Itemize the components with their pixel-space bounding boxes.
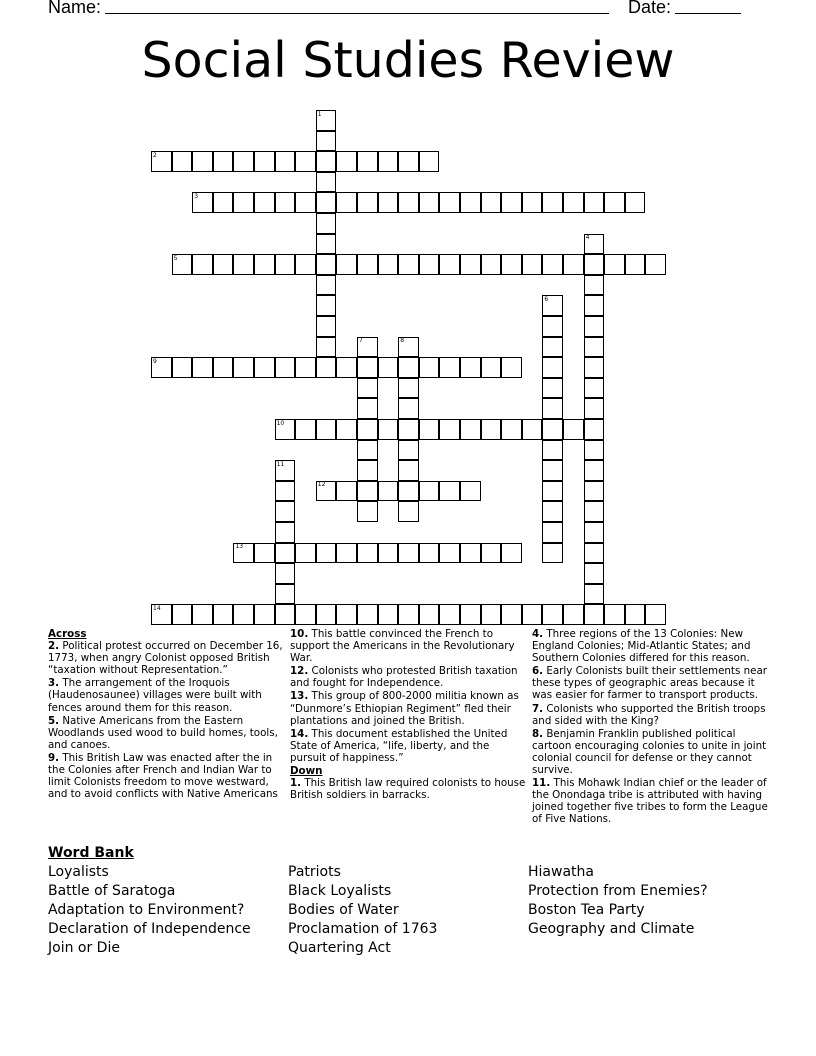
- grid-cell[interactable]: [295, 192, 316, 213]
- clue-number: 13: [235, 543, 244, 551]
- clue-text: This Mohawk Indian chief or the leader of the Onondaga tribe is attributed with having joined together five tribes to form the League of Five Nations.: [532, 777, 768, 826]
- grid-cell[interactable]: [481, 192, 502, 213]
- word-bank-item: Quartering Act: [288, 940, 391, 956]
- grid-cell[interactable]: [316, 357, 337, 378]
- word-bank-column-2: [288, 863, 437, 958]
- clue-number: 4: [585, 234, 590, 242]
- grid-cell[interactable]: [295, 357, 316, 378]
- grid-cell[interactable]: [439, 604, 460, 625]
- grid-cell[interactable]: [542, 254, 563, 275]
- word-bank-item: Proclamation of 1763: [288, 921, 438, 937]
- clue-number: 2: [153, 151, 157, 159]
- grid-cell[interactable]: [172, 604, 193, 625]
- grid-cell[interactable]: [336, 419, 357, 440]
- grid-cell[interactable]: [316, 316, 337, 337]
- grid-cell[interactable]: [275, 254, 296, 275]
- grid-cell[interactable]: [295, 543, 316, 564]
- clue-text: This battle convinced the French to support the Americans in the Revolutionary War.: [290, 628, 515, 665]
- grid-cell[interactable]: [213, 254, 234, 275]
- name-field[interactable]: [48, 0, 609, 18]
- grid-cell[interactable]: [213, 151, 234, 172]
- grid-cell[interactable]: [439, 254, 460, 275]
- grid-cell[interactable]: [604, 192, 625, 213]
- grid-cell[interactable]: [501, 543, 522, 564]
- grid-cell[interactable]: [542, 192, 563, 213]
- word-bank-column-1: [48, 863, 251, 958]
- grid-cell[interactable]: [419, 481, 440, 502]
- clue-number-label: 12.: [290, 665, 309, 678]
- grid-cell[interactable]: [316, 234, 337, 255]
- grid-cell[interactable]: [645, 604, 666, 625]
- grid-cell[interactable]: [481, 419, 502, 440]
- grid-cell[interactable]: [563, 192, 584, 213]
- clue-text: Early Colonists built their settlements near these types of geographic areas because it was easier for farmer to transport products.: [532, 665, 768, 702]
- grid-cell[interactable]: [460, 604, 481, 625]
- grid-cell[interactable]: [439, 192, 460, 213]
- grid-cell[interactable]: [439, 481, 460, 502]
- grid-cell[interactable]: [542, 604, 563, 625]
- grid-cell[interactable]: [378, 357, 399, 378]
- grid-cell[interactable]: [481, 604, 502, 625]
- grid-cell[interactable]: [336, 357, 357, 378]
- grid-cell[interactable]: [398, 254, 419, 275]
- clue-number-label: 7.: [532, 702, 544, 715]
- grid-cell[interactable]: [172, 151, 193, 172]
- grid-cell[interactable]: [563, 419, 584, 440]
- grid-cell[interactable]: [213, 192, 234, 213]
- grid-cell[interactable]: [275, 481, 296, 502]
- grid-cell[interactable]: [357, 543, 378, 564]
- grid-cell[interactable]: [357, 398, 378, 419]
- grid-cell[interactable]: [254, 604, 275, 625]
- word-bank-item: Adaptation to Environment?: [48, 902, 245, 918]
- grid-cell[interactable]: [584, 254, 605, 275]
- grid-cell[interactable]: [336, 481, 357, 502]
- clue-number-label: 9.: [48, 751, 60, 764]
- grid-cell[interactable]: [254, 357, 275, 378]
- grid-cell[interactable]: [563, 254, 584, 275]
- grid-cell[interactable]: [398, 378, 419, 399]
- word-bank-item: Geography and Climate: [528, 921, 695, 937]
- across-heading: Across: [48, 628, 87, 640]
- clue-text: Colonists who supported the British troops and sided with the King?: [532, 702, 766, 727]
- clue-number-label: 8.: [532, 727, 544, 740]
- grid-cell[interactable]: [584, 275, 605, 296]
- clue-item: [532, 665, 768, 701]
- date-field[interactable]: [628, 0, 741, 18]
- grid-cell[interactable]: [357, 460, 378, 481]
- word-bank-item: Hiawatha: [528, 864, 594, 880]
- clue-text: Benjamin Franklin published political cartoon encouraging colonies to unite in joint colonial council for defense or they cannot survive.: [532, 727, 767, 777]
- word-bank-item: Loyalists: [48, 864, 109, 880]
- grid-cell[interactable]: [357, 440, 378, 461]
- clue-item: [48, 640, 284, 676]
- clue-item: [532, 703, 768, 727]
- grid-cell[interactable]: [439, 543, 460, 564]
- grid-cell[interactable]: [254, 543, 275, 564]
- grid-cell[interactable]: [501, 419, 522, 440]
- grid-cell[interactable]: [584, 584, 605, 605]
- grid-cell[interactable]: [357, 604, 378, 625]
- grid-cell[interactable]: [233, 357, 254, 378]
- word-bank-item: Bodies of Water: [288, 902, 399, 918]
- grid-cell[interactable]: [233, 151, 254, 172]
- grid-cell[interactable]: [460, 419, 481, 440]
- clue-item: [48, 752, 284, 800]
- grid-cell[interactable]: [357, 254, 378, 275]
- clue-number: 6: [544, 295, 549, 303]
- grid-cell[interactable]: [316, 151, 337, 172]
- grid-cell[interactable]: [398, 460, 419, 481]
- word-bank-item: Battle of Saratoga: [48, 883, 176, 899]
- clue-number: 10: [276, 419, 285, 427]
- grid-cell[interactable]: [419, 254, 440, 275]
- grid-cell[interactable]: [357, 357, 378, 378]
- word-bank-item: Patriots: [288, 864, 341, 880]
- grid-cell[interactable]: [275, 501, 296, 522]
- clue-number-label: 6.: [532, 665, 544, 678]
- clues-column-2: [290, 628, 526, 802]
- grid-cell[interactable]: [316, 254, 337, 275]
- grid-cell[interactable]: [522, 604, 543, 625]
- grid-cell[interactable]: [378, 481, 399, 502]
- clue-number-label: 10.: [290, 628, 309, 640]
- grid-cell[interactable]: [584, 460, 605, 481]
- grid-cell[interactable]: [542, 398, 563, 419]
- clues-column-1: [48, 628, 284, 801]
- grid-cell[interactable]: [398, 398, 419, 419]
- grid-cell[interactable]: [460, 192, 481, 213]
- grid-cell[interactable]: [316, 192, 337, 213]
- grid-cell[interactable]: [398, 357, 419, 378]
- clue-item: [532, 777, 768, 825]
- grid-cell[interactable]: [295, 419, 316, 440]
- clue-text: This group of 800-2000 militia known as “Dunmore’s Ethiopian Regiment” fled their plantations and joined the British.: [290, 690, 519, 727]
- grid-cell[interactable]: [501, 192, 522, 213]
- clue-item: [290, 628, 526, 664]
- grid-cell[interactable]: [584, 563, 605, 584]
- grid-cell[interactable]: [542, 543, 563, 564]
- grid-cell[interactable]: [584, 316, 605, 337]
- word-bank-item: Join or Die: [48, 940, 120, 956]
- grid-cell[interactable]: [316, 543, 337, 564]
- grid-cell[interactable]: [584, 501, 605, 522]
- grid-cell[interactable]: [625, 604, 646, 625]
- grid-cell[interactable]: [378, 254, 399, 275]
- clue-item: [290, 728, 526, 764]
- grid-cell[interactable]: [254, 254, 275, 275]
- clues-column-3: [532, 628, 768, 827]
- grid-cell[interactable]: [522, 419, 543, 440]
- grid-cell[interactable]: [419, 192, 440, 213]
- clue-number-label: 1.: [290, 777, 302, 790]
- word-bank-item: Boston Tea Party: [528, 902, 645, 918]
- grid-cell[interactable]: [233, 192, 254, 213]
- grid-cell[interactable]: [542, 337, 563, 358]
- clue-number: 12: [317, 481, 326, 489]
- clue-number: 7: [359, 337, 363, 345]
- grid-cell[interactable]: [316, 131, 337, 152]
- clue-number: 14: [153, 604, 161, 612]
- grid-cell[interactable]: [398, 501, 419, 522]
- clue-number: 11: [276, 460, 285, 468]
- grid-cell[interactable]: [357, 419, 378, 440]
- grid-cell[interactable]: [213, 357, 234, 378]
- grid-cell[interactable]: [378, 604, 399, 625]
- grid-cell[interactable]: [192, 357, 213, 378]
- grid-cell[interactable]: [542, 522, 563, 543]
- grid-cell[interactable]: [522, 254, 543, 275]
- grid-cell[interactable]: [275, 192, 296, 213]
- clue-number-label: 5.: [48, 714, 60, 727]
- grid-cell[interactable]: [378, 192, 399, 213]
- grid-cell[interactable]: [584, 295, 605, 316]
- clue-number: 9: [153, 357, 157, 365]
- grid-cell[interactable]: [336, 192, 357, 213]
- grid-cell[interactable]: [275, 522, 296, 543]
- clue-item: [48, 677, 284, 713]
- grid-cell[interactable]: [398, 604, 419, 625]
- word-bank-item: Black Loyalists: [288, 883, 392, 899]
- word-bank-column-3: [528, 863, 708, 939]
- grid-cell[interactable]: [542, 419, 563, 440]
- grid-cell[interactable]: [316, 337, 337, 358]
- grid-cell[interactable]: [460, 481, 481, 502]
- grid-cell[interactable]: [481, 357, 502, 378]
- grid-cell[interactable]: [254, 192, 275, 213]
- clue-number: 3: [194, 192, 199, 200]
- grid-cell[interactable]: [604, 254, 625, 275]
- grid-cell[interactable]: [398, 192, 419, 213]
- clue-number-label: 4.: [532, 628, 544, 640]
- grid-cell[interactable]: [584, 440, 605, 461]
- grid-cell[interactable]: [542, 481, 563, 502]
- grid-cell[interactable]: [275, 151, 296, 172]
- grid-cell[interactable]: [584, 192, 605, 213]
- grid-cell[interactable]: [378, 151, 399, 172]
- grid-cell[interactable]: [419, 151, 440, 172]
- clue-number-label: 13.: [290, 690, 309, 703]
- grid-cell[interactable]: [336, 151, 357, 172]
- grid-cell[interactable]: [357, 481, 378, 502]
- grid-cell[interactable]: [501, 604, 522, 625]
- grid-cell[interactable]: [604, 604, 625, 625]
- grid-cell[interactable]: [542, 501, 563, 522]
- grid-cell[interactable]: [542, 460, 563, 481]
- grid-cell[interactable]: [460, 254, 481, 275]
- name-line[interactable]: [105, 0, 609, 14]
- clue-text: Colonists who protested British taxation and fought for Independence.: [290, 665, 518, 690]
- grid-cell[interactable]: [584, 481, 605, 502]
- grid-cell[interactable]: [584, 378, 605, 399]
- grid-cell[interactable]: [192, 151, 213, 172]
- clue-item: [290, 690, 526, 726]
- grid-cell[interactable]: [316, 275, 337, 296]
- grid-cell[interactable]: [625, 192, 646, 213]
- name-label: Name:: [48, 0, 102, 17]
- clue-number-label: 14.: [290, 727, 309, 740]
- clue-item: [532, 728, 768, 776]
- grid-cell[interactable]: [542, 357, 563, 378]
- word-bank-heading: Word Bank: [48, 845, 134, 861]
- grid-cell[interactable]: [336, 543, 357, 564]
- grid-cell[interactable]: [542, 316, 563, 337]
- grid-cell[interactable]: [336, 604, 357, 625]
- grid-cell[interactable]: [172, 357, 193, 378]
- grid-cell[interactable]: [419, 419, 440, 440]
- grid-cell[interactable]: [481, 543, 502, 564]
- clue-text: This British law required colonists to house British soldiers in barracks.: [290, 777, 526, 802]
- grid-cell[interactable]: [316, 172, 337, 193]
- grid-cell[interactable]: [275, 584, 296, 605]
- grid-cell[interactable]: [295, 151, 316, 172]
- grid-cell[interactable]: [439, 419, 460, 440]
- clue-text: Political protest occurred on December 16, 1773, when angry Colonist opposed British “taxation without Representation.”: [48, 640, 283, 677]
- grid-cell[interactable]: [316, 604, 337, 625]
- clue-text: This document established the United State of America, “life, liberty, and the pursuit of happiness.”: [290, 727, 508, 764]
- grid-cell[interactable]: [316, 295, 337, 316]
- grid-cell[interactable]: [316, 419, 337, 440]
- grid-cell[interactable]: [398, 543, 419, 564]
- grid-cell[interactable]: [378, 419, 399, 440]
- grid-cell[interactable]: [584, 357, 605, 378]
- date-line[interactable]: [675, 0, 741, 14]
- grid-cell[interactable]: [439, 357, 460, 378]
- grid-cell[interactable]: [275, 543, 296, 564]
- grid-cell[interactable]: [584, 543, 605, 564]
- clue-number-label: 11.: [532, 777, 551, 790]
- grid-cell[interactable]: [398, 440, 419, 461]
- grid-cell[interactable]: [378, 543, 399, 564]
- clue-item: [48, 715, 284, 751]
- word-bank-item: Protection from Enemies?: [528, 883, 708, 899]
- clue-number-label: 3.: [48, 677, 60, 690]
- grid-cell[interactable]: [275, 604, 296, 625]
- word-bank-item: Declaration of Independence: [48, 921, 251, 937]
- clue-item: [290, 665, 526, 689]
- grid-cell[interactable]: [584, 398, 605, 419]
- clue-text: The arrangement of the Iroquois (Haudenosaunee) villages were built with fences around them for this reason.: [48, 677, 262, 714]
- grid-cell[interactable]: [316, 213, 337, 234]
- down-heading: Down: [290, 765, 323, 778]
- grid-cell[interactable]: [501, 254, 522, 275]
- clue-text: Native Americans from the Eastern Woodlands used wood to build homes, tools, and canoes.: [48, 714, 278, 751]
- grid-cell[interactable]: [584, 419, 605, 440]
- grid-cell[interactable]: [254, 151, 275, 172]
- grid-cell[interactable]: [419, 543, 440, 564]
- date-label: Date:: [628, 0, 672, 17]
- grid-cell[interactable]: [336, 254, 357, 275]
- grid-cell[interactable]: [481, 254, 502, 275]
- clue-item: [532, 628, 768, 664]
- grid-cell[interactable]: [645, 254, 666, 275]
- grid-cell[interactable]: [192, 604, 213, 625]
- grid-cell[interactable]: [419, 357, 440, 378]
- grid-cell[interactable]: [398, 419, 419, 440]
- grid-cell[interactable]: [275, 357, 296, 378]
- grid-cell[interactable]: [522, 192, 543, 213]
- grid-cell[interactable]: [357, 151, 378, 172]
- grid-cell[interactable]: [213, 604, 234, 625]
- clue-number: 1: [317, 110, 322, 118]
- clue-item: [290, 777, 526, 801]
- page-title: Social Studies Review: [141, 32, 675, 89]
- grid-cell[interactable]: [460, 357, 481, 378]
- grid-cell[interactable]: [584, 337, 605, 358]
- grid-cell[interactable]: [295, 254, 316, 275]
- clue-number-label: 2.: [48, 640, 60, 653]
- grid-cell[interactable]: [584, 522, 605, 543]
- clue-number: 5: [173, 254, 178, 262]
- grid-cell[interactable]: [295, 604, 316, 625]
- grid-cell[interactable]: [357, 378, 378, 399]
- clue-text: Three regions of the 13 Colonies: New England Colonies; Mid-Atlantic States; and Southern Colonies differed for this reason.: [532, 628, 751, 665]
- grid-cell[interactable]: [398, 481, 419, 502]
- grid-cell[interactable]: [563, 604, 584, 625]
- grid-cell[interactable]: [233, 254, 254, 275]
- grid-cell[interactable]: [357, 501, 378, 522]
- grid-cell[interactable]: [275, 563, 296, 584]
- clue-text: This British Law was enacted after the in the Colonies after French and Indian War to limit Colonists freedom to move westward, and to avoid conflicts with Native Americans: [48, 751, 278, 801]
- grid-cell[interactable]: [233, 604, 254, 625]
- grid-cell[interactable]: [192, 254, 213, 275]
- grid-cell[interactable]: [419, 604, 440, 625]
- clue-number: 8: [400, 337, 405, 345]
- grid-cell[interactable]: [460, 543, 481, 564]
- grid-cell[interactable]: [625, 254, 646, 275]
- grid-cell[interactable]: [584, 604, 605, 625]
- grid-cell[interactable]: [542, 440, 563, 461]
- grid-cell[interactable]: [357, 192, 378, 213]
- grid-cell[interactable]: [501, 357, 522, 378]
- grid-cell[interactable]: [542, 378, 563, 399]
- grid-cell[interactable]: [398, 151, 419, 172]
